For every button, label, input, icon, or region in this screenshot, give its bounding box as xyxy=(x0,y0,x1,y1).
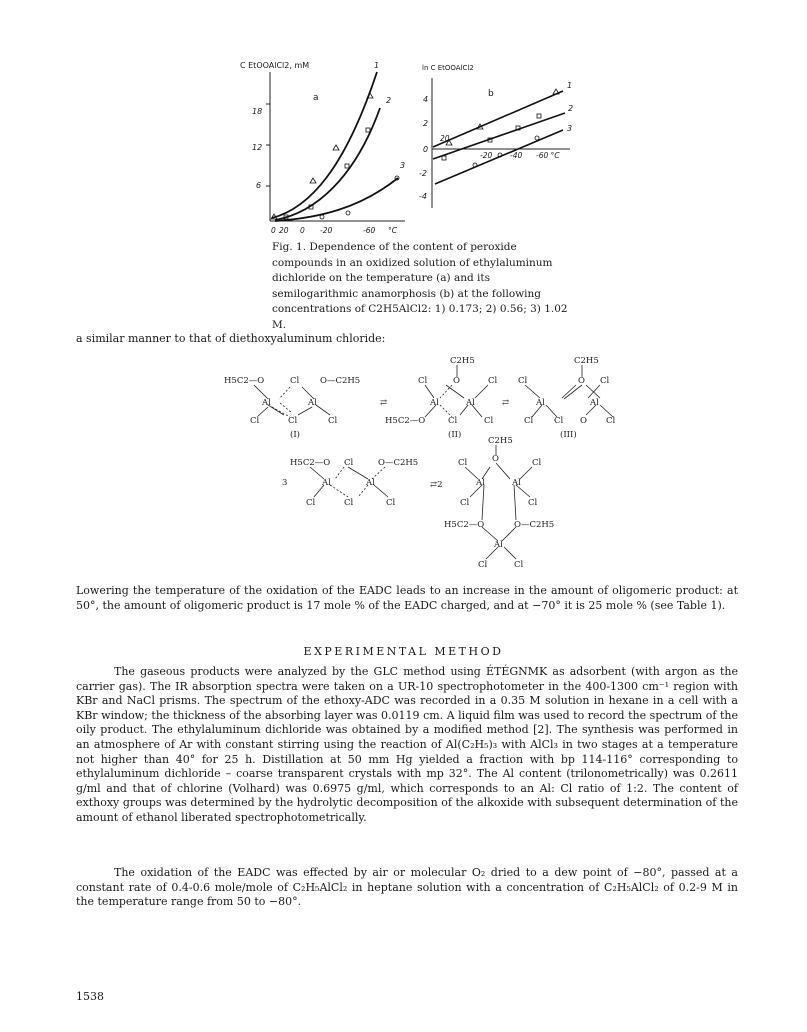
struct-V-Et: C2H5 xyxy=(488,436,513,446)
struct-III-Cl-a: Cl xyxy=(518,376,528,386)
struct-V-Cl-a: Cl xyxy=(458,458,468,468)
paragraph-1: Lowering the temperature of the oxidation of the EADC leads to an increase in the amount of oligomeric product: at 50°, the amount of oligomeric product is 17 mole % of the EADC charged, and at −70° it is 25 mole % (see Table 1). xyxy=(76,584,738,612)
struct-III-Al1: Al xyxy=(536,398,545,408)
paragraph-2: The gaseous products were analyzed by the GLC method using ÉTÉGNMK as adsorbent (with argon as the carrier gas). The IR absorption spectra were taken on a UR-10 spectrophotometer in the 400-1300 cm⁻¹ region with KBr and NaCl prisms. The spectrum of the ethoxy-ADC was recorded in a 0.35 M solution in hexane in a cell with a KBr window; the thickness of the absorbing layer was 0.0119 cm. A liquid film was used to record the spectrum of the oily product. The ethylaluminum dichloride was obtained by a modified method [2]. The synthesis was performed in an atmosphere of Ar with constant stirring using the reaction of Al(C₂H₅)₃ with AlCl₃ in two stages at a temperature not higher than 40° for 25 h. Distillation at 50 mm Hg yielded a fraction with bp 114-116° corresponding to ethylaluminum dichloride – coarse transparent crystals with mp 32°. The Al content (trilonometrically) was 0.2611 g/ml and that of chlorine (Volhard) was 0.6975 g/ml, which corresponds to an Al: Cl ratio of 1:2. The content of exthoxy groups was determined by the hydrolytic decomposition of the alkoxide with subsequent determination of the amount of ethanol liberated spectrophotometrically. xyxy=(76,665,738,824)
struct-II-label: (II) xyxy=(448,430,462,440)
panel-b-ytick-minus4: -4 xyxy=(419,192,427,201)
struct-IV-OEt: O—C2H5 xyxy=(378,458,419,468)
struct-IV-Cl-c: Cl xyxy=(386,498,396,508)
struct-II-Cl-d: Cl xyxy=(484,416,494,426)
struct-V-Cl-c: Cl xyxy=(460,498,470,508)
struct-V-Cl-d: Cl xyxy=(528,498,538,508)
struct-III-Al2: Al xyxy=(590,398,599,408)
panel-b-series-3: 3 xyxy=(567,124,573,133)
panel-a-xtick-20: 20 xyxy=(279,226,289,235)
struct-II-Al2: Al xyxy=(466,398,475,408)
panel-b-xtick-minus20: -20 xyxy=(480,151,493,160)
struct-I-label: (I) xyxy=(290,430,300,440)
struct-III-label: (III) xyxy=(560,430,577,440)
panel-b-ytick-4: 4 xyxy=(423,95,429,104)
panel-b-xtick-minus40: -40 xyxy=(510,151,523,160)
panel-b-ytick-minus2: -2 xyxy=(419,169,427,178)
struct-IV-Cl-b: Cl xyxy=(344,498,354,508)
panel-b-yticks xyxy=(419,95,428,201)
lead-text: a similar manner to that of diethoxyaluminum chloride: xyxy=(76,332,386,345)
panel-a-markers xyxy=(271,93,399,219)
panel-b-series-1: 1 xyxy=(567,81,573,90)
struct-V-EtO: H5C2—O xyxy=(444,520,485,530)
panel-b-label: b xyxy=(488,89,494,99)
panel-a-series-3: 3 xyxy=(400,161,406,170)
panel-a-series-1: 1 xyxy=(374,61,380,70)
panel-b-ytick-0: 0 xyxy=(423,145,429,154)
struct-V-Al1: Al xyxy=(476,478,485,488)
struct-V-Cl-e: Cl xyxy=(478,560,488,570)
struct-I-Cl-a: Cl xyxy=(250,416,260,426)
panel-b-xtick-minus60: -60 °C xyxy=(536,151,560,160)
panel-a-series-2: 2 xyxy=(386,96,392,105)
struct-V-Cl-b: Cl xyxy=(532,458,542,468)
equilibrium-arrow-2: ⇄ xyxy=(502,398,510,408)
panel-a-ytick-18: 18 xyxy=(252,107,263,116)
struct-III-Cl-b: Cl xyxy=(600,376,610,386)
panel-a-xticks xyxy=(271,226,398,235)
equilibrium-arrow-3: ⇄2 xyxy=(430,480,443,490)
struct-III-O: O xyxy=(578,376,585,386)
struct-V-O: O xyxy=(492,454,499,464)
struct-II-EtO: H5C2—O xyxy=(385,416,426,426)
panel-b-xtick-20: 20 xyxy=(440,134,450,143)
coef-3: 3 xyxy=(282,478,288,488)
chemical-structures xyxy=(220,355,620,575)
struct-II-Al1: Al xyxy=(430,398,439,408)
panel-a-xtick-0a: 0 xyxy=(271,226,276,235)
figure-caption: Fig. 1. Dependence of the content of peroxide compounds in an oxidized solution of ethylaluminum dichloride on the temperature (a) and its semilogarithmic anamorphosis (b) at the following concentrations of C2H5AlCl2: 1) 0.173; 2) 0.56; 3) 1.02 M. xyxy=(272,241,568,331)
struct-IV-Cl-top: Cl xyxy=(344,458,354,468)
panel-a-yticks xyxy=(252,104,270,190)
struct-I-OEt: O—C2H5 xyxy=(320,376,361,386)
struct-V-Al3: Al xyxy=(494,540,503,550)
panel-b xyxy=(419,64,573,208)
struct-II-O: O xyxy=(453,376,460,386)
panel-a-xtick-0: 0 xyxy=(300,226,305,235)
paragraph-3: The oxidation of the EADC was effected by air or molecular O₂ dried to a dew point of −80°, passed at a constant rate of 0.4-0.6 mole/mole of C₂H₅AlCl₂ in heptane solution with a concentration of C₂H₅AlCl₂ of 0.2-9 M in the temperature range from 50 to −80°. xyxy=(76,866,738,909)
struct-II-Cl-c: Cl xyxy=(448,416,458,426)
struct-I-Cl-b: Cl xyxy=(288,416,298,426)
struct-II-Cl-b: Cl xyxy=(488,376,498,386)
section-heading: EXPERIMENTAL METHOD xyxy=(303,645,504,658)
struct-I-EtO: H5C2—O xyxy=(224,376,265,386)
struct-IV-Cl-a: Cl xyxy=(306,498,316,508)
struct-III-Cl-d: Cl xyxy=(554,416,564,426)
panel-b-series-2: 2 xyxy=(568,104,574,113)
struct-IV-Al1: Al xyxy=(322,478,331,488)
panel-a-ytick-6: 6 xyxy=(256,181,262,190)
struct-IV-Al2: Al xyxy=(366,478,375,488)
struct-I-Al1: Al xyxy=(262,398,271,408)
panel-a-ylabel: C EtOOAlCl2, mM xyxy=(240,61,310,70)
panel-a xyxy=(240,61,405,235)
struct-V-Cl-f: Cl xyxy=(514,560,524,570)
struct-IV-EtO: H5C2—O xyxy=(290,458,331,468)
struct-V-OEt: O—C2H5 xyxy=(514,520,555,530)
structures-svg xyxy=(220,355,620,575)
struct-I-Cl-c: Cl xyxy=(328,416,338,426)
struct-III-Cl-e: Cl xyxy=(606,416,616,426)
panel-a-xtick-minus20: -20 xyxy=(320,226,333,235)
panel-a-ytick-12: 12 xyxy=(252,143,263,152)
struct-II-Cl-a: Cl xyxy=(418,376,428,386)
page-number: 1538 xyxy=(76,990,104,1003)
struct-II-Et: C2H5 xyxy=(450,356,475,366)
panel-b-ytick-2: 2 xyxy=(423,119,429,128)
equilibrium-arrow-1: ⇄ xyxy=(380,398,388,408)
struct-III-O2: O xyxy=(580,416,587,426)
figure-1-svg xyxy=(230,58,580,243)
struct-I-Cl-top: Cl xyxy=(290,376,300,386)
struct-III-Cl-c: Cl xyxy=(524,416,534,426)
panel-a-label: a xyxy=(313,93,319,103)
panel-b-ylabel: ln C EtOOAlCl2 xyxy=(422,64,474,72)
panel-a-curve-2 xyxy=(275,108,380,220)
struct-I-Al2: Al xyxy=(308,398,317,408)
panel-a-xtick-minus60: -60 xyxy=(363,226,376,235)
struct-V-Al2: Al xyxy=(512,478,521,488)
panel-a-xtick-unit: °C xyxy=(388,226,397,235)
struct-III-Et: C2H5 xyxy=(574,356,599,366)
figure-1 xyxy=(230,58,580,243)
